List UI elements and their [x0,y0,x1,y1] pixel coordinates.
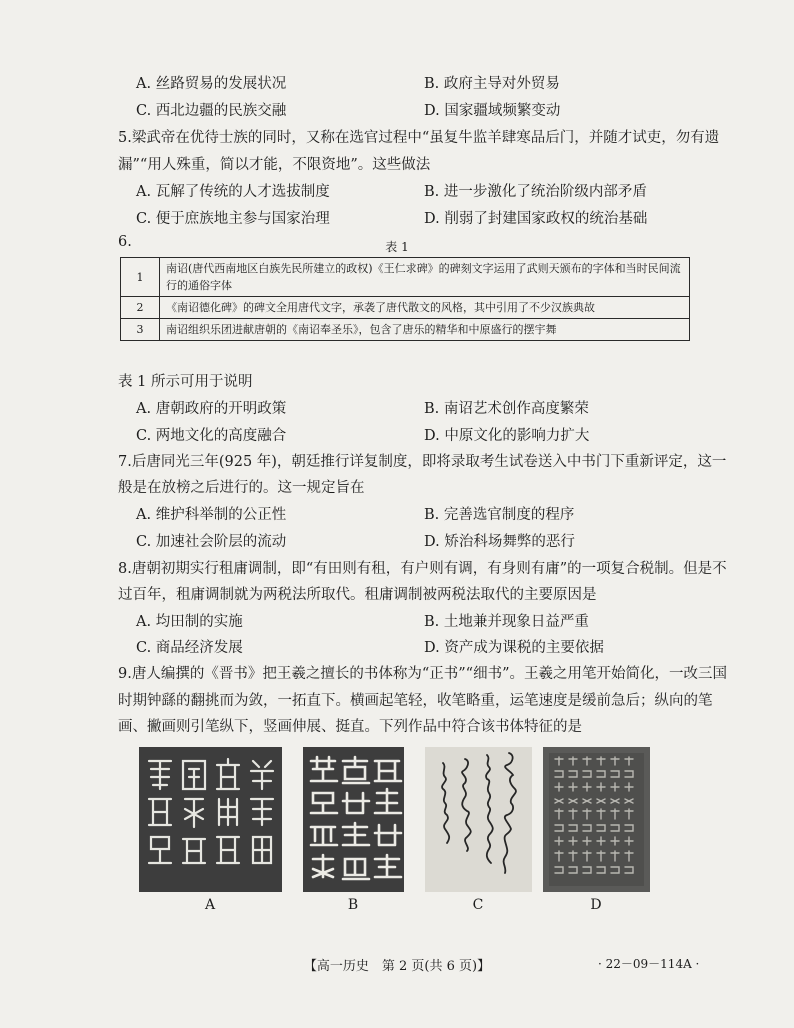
q9-stem-line2: 时期钟繇的翻挑而为敛，一拓直下。横画起笔轻，收笔略重，运笔速度是缓前急后；纵向的笔 [118,693,713,709]
q5-option-a[interactable]: A. 瓦解了传统的人才选拔制度 [136,184,330,200]
table-cell-number: 3 [121,319,160,341]
q7-option-d[interactable]: D. 矫治科场舞弊的恶行 [424,534,575,550]
q4-option-c[interactable]: C. 西北边疆的民族交融 [136,103,287,119]
q5-stem-line2: 漏”“用人殊重，简以才能，不限资地”。这些做法 [118,157,431,173]
q9-stem-line1: 9.唐人编撰的《晋书》把王羲之擅长的书体称为“正书”“细书”。王羲之用笔开始简化，一改三国 [118,666,727,682]
q6-table-title: 表 1 [385,240,409,254]
q6-option-a[interactable]: A. 唐朝政府的开明政策 [136,401,287,417]
q8-option-c[interactable]: C. 商品经济发展 [136,640,243,656]
q8-stem-line1: 8.唐朝初期实行租庸调制，即“有田则有租，有户则有调，有身则有庸”的一项复合税制。但是不 [118,561,727,577]
regular-script-stele-rubbing-icon[interactable] [543,747,650,892]
table-cell-number: 2 [121,297,160,319]
table-row [121,297,690,319]
table-row [121,319,690,341]
q8-option-b[interactable]: B. 土地兼并现象日益严重 [424,614,589,630]
table-cell-number: 1 [121,258,160,297]
q5-option-d[interactable]: D. 削弱了封建国家政权的统治基础 [424,211,648,227]
q5-option-c[interactable]: C. 便于庶族地主参与国家治理 [136,211,330,227]
q6-option-d[interactable]: D. 中原文化的影响力扩大 [424,428,590,444]
q6-option-c[interactable]: C. 两地文化的高度融合 [136,428,287,444]
q6-number: 6. [118,234,132,250]
q5-stem-line1: 5.梁武帝在优待士族的同时，又称在选官过程中“虽复牛监羊肆寒品后门，并随才试吏，勿有遗 [118,130,720,146]
cursive-script-calligraphy-icon[interactable] [425,747,532,892]
table-cell-text: 南诏(唐代西南地区白族先民所建立的政权)《王仁求碑》的碑刻文字运用了武则天颁布的字体和当时民间流行的通俗字体 [160,258,690,297]
q8-option-a[interactable]: A. 均田制的实施 [136,614,243,630]
q4-option-a[interactable]: A. 丝路贸易的发展状况 [136,76,287,92]
q7-stem-line2: 般是在放榜之后进行的。这一规定旨在 [118,480,365,496]
page-footer: 【高一历史 第 2 页(共 6 页)】 [303,959,491,974]
seal-script-calligraphy-icon[interactable] [139,747,282,892]
q8-stem-line2: 过百年，租庸调制就为两税法所取代。租庸调制被两税法取代的主要原因是 [118,587,597,603]
table-row [121,258,690,297]
clerical-script-calligraphy-icon[interactable] [303,747,404,892]
q8-option-d[interactable]: D. 资产成为课税的主要依据 [424,640,604,656]
q6-stem: 表 1 所示可用于说明 [118,374,253,390]
table-cell-text: 南诏组织乐团进献唐朝的《南诏奉圣乐》，包含了唐乐的精华和中原盛行的摆宇舞 [160,319,690,341]
q7-option-b[interactable]: B. 完善选官制度的程序 [424,507,575,523]
q7-stem-line1: 7.后唐同光三年(925 年)，朝廷推行详复制度，即将录取考生试卷送入中书门下重新评定，这一 [118,454,727,470]
image-label-b: B [347,897,359,913]
q6-option-b[interactable]: B. 南诏艺术创作高度繁荣 [424,401,589,417]
image-label-a: A [204,897,216,913]
q5-option-b[interactable]: B. 进一步激化了统治阶级内部矛盾 [424,184,647,200]
exam-code: · 22－09－114A · [598,957,700,971]
q6-table [120,257,690,341]
table-cell-text: 《南诏德化碑》的碑文全用唐代文字，承袭了唐代散文的风格，其中引用了不少汉族典故 [160,297,690,319]
q7-option-c[interactable]: C. 加速社会阶层的流动 [136,534,287,550]
q7-option-a[interactable]: A. 维护科举制的公正性 [136,507,287,523]
q4-option-d[interactable]: D. 国家疆域频繁变动 [424,103,561,119]
q9-stem-line3: 画、撇画则引笔纵下，竖画伸展、挺直。下列作品中符合该书体特征的是 [118,719,582,735]
q4-option-b[interactable]: B. 政府主导对外贸易 [424,76,560,92]
image-label-c: C [472,897,484,913]
image-label-d: D [590,897,602,913]
